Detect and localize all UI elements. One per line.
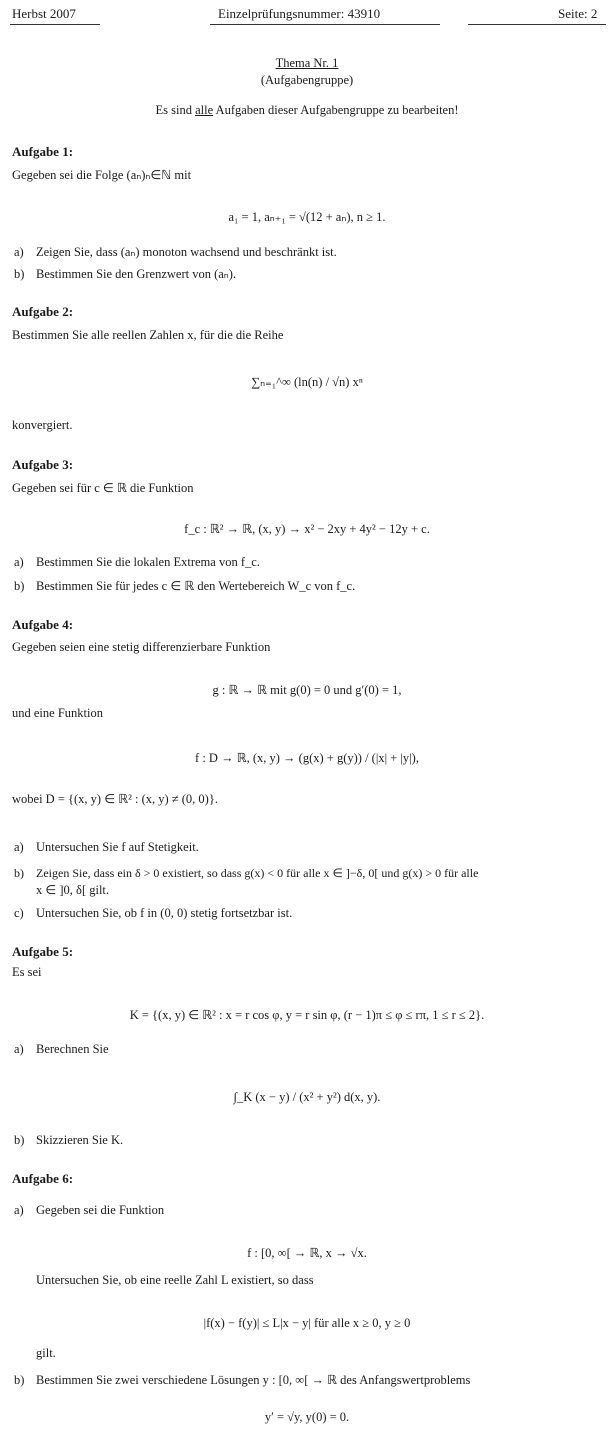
label-a: a): [14, 840, 24, 854]
task5-integral: ∫_K (x − y) / (x² + y²) d(x, y).: [233, 1090, 381, 1104]
task5-part-a-text: Berechnen Sie: [36, 1042, 109, 1056]
task3-formula: f_c : ℝ² → ℝ, (x, y) → x² − 2xy + 4y² − 12y + c.: [184, 522, 430, 536]
task1-formula: a₁ = 1, aₙ₊₁ = √(12 + aₙ), n ≥ 1.: [228, 210, 386, 224]
task5-intro: Es sei: [12, 965, 42, 979]
task1-intro: Gegeben sei die Folge (aₙ)ₙ∈ℕ mit: [12, 168, 192, 182]
task6-gilt: gilt.: [36, 1346, 56, 1360]
task5-set-formula: K = {(x, y) ∈ ℝ² : x = r cos φ, y = r sin φ, (r − 1)π ≤ φ ≤ rπ, 1 ≤ r ≤ 2}.: [129, 1008, 485, 1022]
theme-subtitle: (Aufgabengruppe): [260, 73, 354, 87]
task4-part-a: [14, 840, 199, 855]
task6-part-b-text: Bestimmen Sie zwei verschiedene Lösungen y : [0, ∞[ → ℝ des Anfangswertproblems: [36, 1373, 471, 1387]
task1-part-b-text: Bestimmen Sie den Grenzwert von (aₙ).: [36, 267, 237, 281]
task5-part-a: [14, 1042, 109, 1057]
task2-outro: konvergiert.: [12, 418, 73, 432]
task3-title: Aufgabe 3:: [12, 457, 74, 472]
label-b: b): [14, 267, 25, 281]
task1-part-b: [14, 266, 236, 282]
task4-part-b-continued: x ∈ ]0, δ[ gilt.: [36, 883, 110, 897]
instruction-emph: alle: [195, 103, 214, 117]
label-a: a): [14, 1042, 24, 1056]
theme-title: Thema Nr. 1: [275, 56, 339, 70]
task4-part-b: [14, 866, 478, 881]
task6-title: Aufgabe 6:: [12, 1171, 74, 1186]
task6-ivp: y′ = √y, y(0) = 0.: [264, 1410, 350, 1424]
label-b: b): [14, 579, 25, 593]
task4-part-a-text: Untersuchen Sie f auf Stetigkeit.: [36, 840, 199, 854]
header-rule-left: [10, 24, 100, 25]
instruction-post: Aufgaben dieser Aufgabengruppe zu bearbeiten!: [213, 103, 459, 117]
task5-part-b-text: Skizzieren Sie K.: [36, 1133, 124, 1147]
header-page: Seite: 2: [558, 6, 598, 21]
task1-title: Aufgabe 1:: [12, 144, 74, 159]
task4-mid: und eine Funktion: [12, 706, 103, 720]
task1-part-a-text: Zeigen Sie, dass (aₙ) monoton wachsend und beschränkt ist.: [36, 245, 337, 259]
task6-part-a-text: Gegeben sei die Funktion: [36, 1203, 165, 1217]
instruction-pre: Es sind: [155, 103, 196, 117]
task3-intro: Gegeben sei für c ∈ ℝ die Funktion: [12, 481, 194, 495]
label-a: a): [14, 245, 24, 259]
task4-formula-f: f : D → ℝ, (x, y) → (g(x) + g(y)) / (|x| + |y|),: [195, 751, 419, 765]
task3-part-b-text: Bestimmen Sie für jedes c ∈ ℝ den Wertebereich W_c von f_c.: [36, 579, 356, 593]
task4-part-b-text-1: Zeigen Sie, dass ein δ > 0 existiert, so dass g(x) < 0 für alle x ∈ ]−δ, 0[ und g(x) > 0 für alle: [36, 866, 479, 880]
task6-question: Untersuchen Sie, ob eine reelle Zahl L existiert, so dass: [36, 1273, 314, 1287]
task6-part-b: [14, 1372, 470, 1388]
task6-part-a: [14, 1203, 164, 1218]
label-a: a): [14, 1203, 24, 1217]
label-b: b): [14, 866, 24, 880]
task1-part-a: [14, 244, 337, 260]
task5-title: Aufgabe 5:: [12, 944, 74, 959]
task6-formula-f: f : [0, ∞[ → ℝ, x → √x.: [247, 1246, 367, 1260]
label-a: a): [14, 555, 24, 569]
task6-lipschitz: |f(x) − f(y)| ≤ L|x − y| für alle x ≥ 0, y ≥ 0: [203, 1316, 411, 1330]
task2-formula: ∑ₙ₌₁^∞ (ln(n) / √n) xⁿ: [251, 375, 363, 389]
task3-part-b: [14, 578, 355, 594]
theme-instruction: [0, 103, 614, 118]
label-c: c): [14, 906, 24, 920]
task4-intro: Gegeben seien eine stetig differenzierbare Funktion: [12, 640, 271, 654]
task4-title: Aufgabe 4:: [12, 617, 74, 632]
task4-domain: wobei D = {(x, y) ∈ ℝ² : (x, y) ≠ (0, 0)}.: [12, 792, 218, 806]
task2-intro: Bestimmen Sie alle reellen Zahlen x, für die die Reihe: [12, 328, 284, 342]
task4-part-c-text: Untersuchen Sie, ob f in (0, 0) stetig fortsetzbar ist.: [36, 906, 293, 920]
task3-part-a: [14, 555, 260, 570]
task4-formula-g: g : ℝ → ℝ mit g(0) = 0 und g′(0) = 1,: [212, 683, 402, 697]
task2-title: Aufgabe 2:: [12, 304, 74, 319]
header-exam-number: Einzelprüfungsnummer: 43910: [218, 6, 381, 21]
task5-part-b: [14, 1133, 123, 1148]
task3-part-a-text: Bestimmen Sie die lokalen Extrema von f_c.: [36, 555, 260, 569]
label-b: b): [14, 1133, 25, 1147]
task4-part-c: [14, 906, 292, 921]
header-rule-center: [210, 24, 440, 25]
label-b: b): [14, 1373, 25, 1387]
header-rule-right: [468, 24, 606, 25]
header-term: Herbst 2007: [12, 6, 76, 21]
